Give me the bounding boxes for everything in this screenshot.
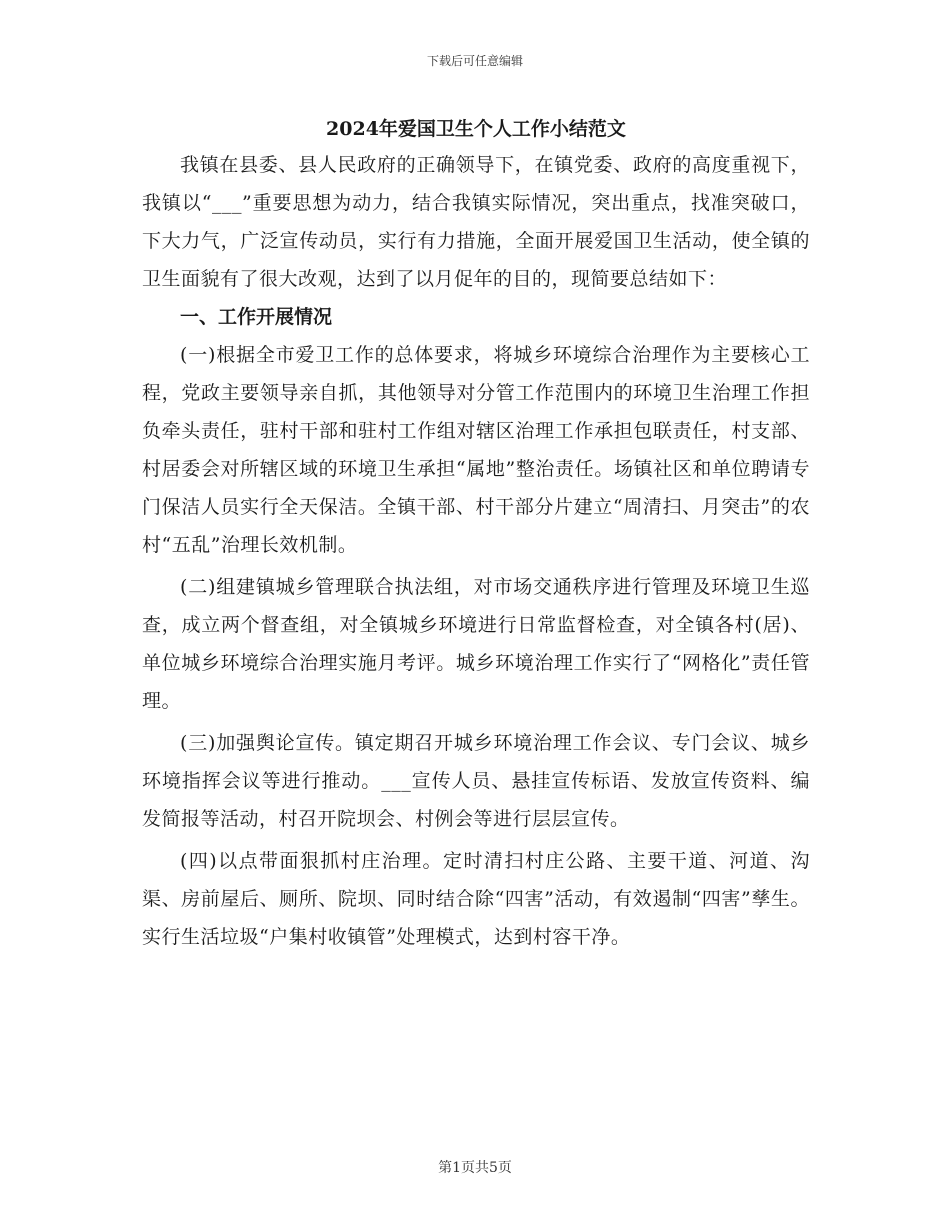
section-heading-work-status: 一、工作开展情况 (180, 306, 333, 328)
document-body (142, 112, 810, 956)
page-header: 下载后可任意编辑 (426, 54, 523, 68)
paragraph-item-2: (二)组建镇城乡管理联合执法组，对市场交通秩序进行管理及环境卫生巡查，成立两个督查组，对全镇城乡环境进行日常监督检查，对全镇各村(居)、单位城乡环境综合治理实施月考评。城乡环境治理工作实行了“网格化”责任管理。 (142, 576, 810, 712)
page-footer-number: 第1页共5页 (438, 1160, 512, 1176)
document-title: 2024年爱国卫生个人工作小结范文 (326, 118, 626, 140)
intro-paragraph: 我镇在县委、县人民政府的正确领导下，在镇党委、政府的高度重视下，我镇以“___”重要思想为动力，结合我镇实际情况，突出重点，找准突破口，下大力气，广泛宣传动员，实行有力措施，全面开展爱国卫生活动，使全镇的卫生面貌有了很大改观，达到了以月促年的目的，现简要总结如下： (142, 154, 810, 290)
paragraph-item-3: (三)加强舆论宣传。镇定期召开城乡环境治理工作会议、专门会议、城乡环境指挥会议等进行推动。___宣传人员、悬挂宣传标语、发放宣传资料、编发简报等活动，村召开院坝会、村例会等进行层层宣传。 (142, 732, 810, 830)
paragraph-item-4: (四)以点带面狠抓村庄治理。定时清扫村庄公路、主要干道、河道、沟渠、房前屋后、厕所、院坝、同时结合除“四害”活动，有效遏制“四害”孳生。实行生活垃圾“户集村收镇管”处理模式，达到村容干净。 (142, 850, 810, 948)
paragraph-item-1: (一)根据全市爱卫工作的总体要求，将城乡环境综合治理作为主要核心工程，党政主要领导亲自抓，其他领导对分管工作范围内的环境卫生治理工作担负牵头责任，驻村干部和驻村工作组对辖区治理工作承担包联责任，村支部、村居委会对所辖区域的环境卫生承担“属地”整治责任。场镇社区和单位聘请专门保洁人员实行全天保洁。全镇干部、村干部分片建立“周清扫、月突击”的农村“五乱”治理长效机制。 (142, 344, 810, 556)
